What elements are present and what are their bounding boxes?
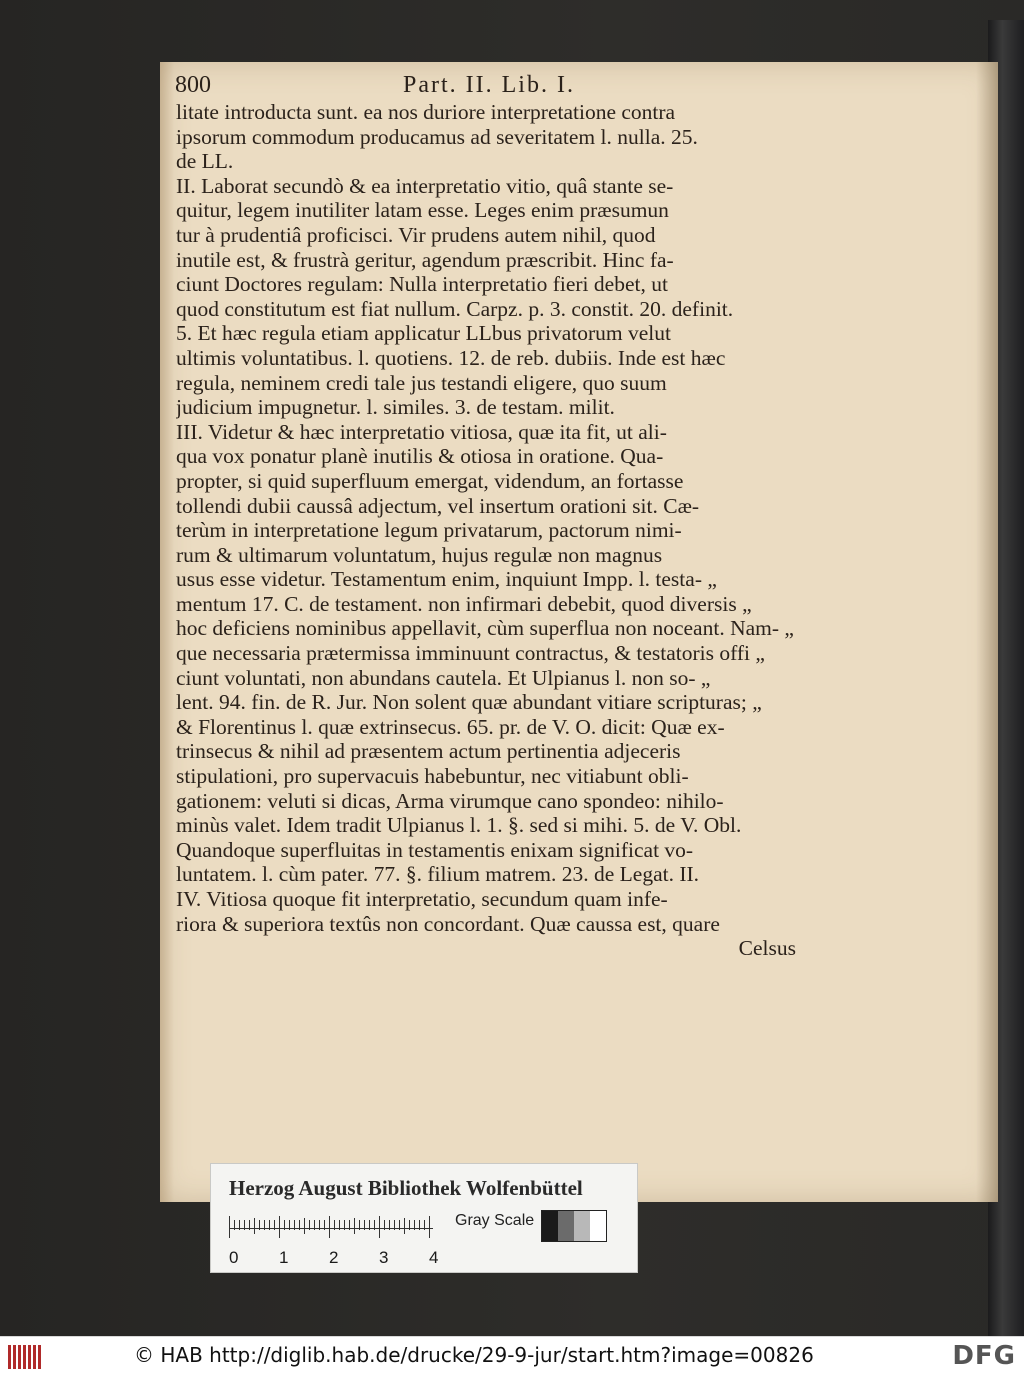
- ruler-tick: [394, 1220, 395, 1230]
- hab-logo-icon: [8, 1345, 44, 1369]
- ruler-tick: [329, 1216, 330, 1238]
- ruler-tick: [289, 1220, 290, 1230]
- running-head: Part. II. Lib. I.: [403, 72, 575, 98]
- ruler-tick: [249, 1220, 250, 1230]
- ruler-tick: [374, 1220, 375, 1230]
- text-line: qua vox ponatur planè inutilis & otiosa in oratione. Qua-: [176, 444, 664, 469]
- text-line: usus esse videtur. Testamentum enim, inquiunt Impp. l. testa- „: [176, 567, 717, 592]
- text-line: terùm in interpretatione legum privatarum, pactorum nimi-: [176, 518, 682, 543]
- text-line: ciunt Doctores regulam: Nulla interpretatio fieri debet, ut: [176, 272, 668, 297]
- text-line: hoc deficiens nominibus appellavit, cùm superflua non noceant. Nam- „: [176, 616, 794, 641]
- ruler-tick: [379, 1216, 380, 1238]
- copyright-url[interactable]: © HAB http://diglib.hab.de/drucke/29-9-jur/start.htm?image=00826: [134, 1343, 814, 1367]
- catchword: Celsus: [738, 936, 796, 961]
- ruler-tick: [414, 1220, 415, 1230]
- ruler-tick: [284, 1220, 285, 1230]
- ruler-tick: [409, 1220, 410, 1230]
- ruler-tick: [344, 1220, 345, 1230]
- ruler-tick: [274, 1220, 275, 1230]
- text-line: Quandoque superfluitas in testamentis enixam significat vo-: [176, 837, 694, 862]
- ruler-number: 3: [379, 1248, 389, 1267]
- page-header: [175, 72, 815, 100]
- text-line: minùs valet. Idem tradit Ulpianus l. 1. §. sed si mihi. 5. de V. Obl.: [176, 813, 742, 838]
- ruler-tick: [244, 1220, 245, 1230]
- text-line: tur à prudentiâ proficisci. Vir prudens autem nihil, quod: [176, 222, 656, 247]
- text-line: gationem: veluti si dicas, Arma virumque cano spondeo: nihilo-: [176, 788, 724, 813]
- text-line: ultimis voluntatibus. l. quotiens. 12. de reb. dubiis. Inde est hæc: [176, 345, 726, 370]
- ruler-tick: [239, 1220, 240, 1230]
- gray-swatch: [590, 1211, 606, 1241]
- ruler-tick: [364, 1220, 365, 1230]
- ruler-number: 1: [279, 1248, 289, 1267]
- ruler-tick: [339, 1220, 340, 1230]
- ruler-tick: [264, 1220, 265, 1230]
- text-line: IV. Vitiosa quoque fit interpretatio, secundum quam infe-: [176, 887, 668, 911]
- ruler-tick: [259, 1220, 260, 1230]
- ruler-tick: [279, 1216, 280, 1238]
- text-line: riora & superiora textûs non concordant. Quæ caussa est, quare: [176, 911, 720, 936]
- ruler-tick: [309, 1220, 310, 1230]
- ruler-tick: [359, 1220, 360, 1230]
- ruler-tick: [399, 1220, 400, 1230]
- text-line: rum & ultimarum voluntatum, hujus regulæ non magnus: [176, 542, 663, 567]
- text-line: quitur, legem inutiliter latam esse. Leges enim præsumun: [176, 198, 669, 223]
- ruler-tick: [389, 1220, 390, 1230]
- text-line: inutile est, & frustrà geritur, agendum præscribit. Hinc fa-: [176, 247, 674, 272]
- ruler-tick: [334, 1220, 335, 1230]
- ruler-tick: [254, 1218, 255, 1234]
- library-name: Herzog August Bibliothek Wolfenbüttel: [229, 1176, 583, 1200]
- ruler-number: 0: [229, 1248, 239, 1267]
- ruler-tick: [354, 1218, 355, 1234]
- text-line: tollendi dubii caussâ adjectum, vel insertum orationi sit. Cæ-: [176, 493, 700, 518]
- text-line: 5. Et hæc regula etiam applicatur LLbus privatorum velut: [176, 321, 671, 346]
- gray-swatch: [558, 1211, 574, 1241]
- text-line: luntatem. l. cùm pater. 77. §. filium matrem. 23. de Legat. II.: [176, 862, 700, 887]
- gray-swatch: [574, 1211, 590, 1241]
- text-line: ipsorum commodum producamus ad severitatem l. nulla. 25.: [176, 124, 698, 149]
- ruler-tick: [404, 1218, 405, 1234]
- ruler-tick: [424, 1220, 425, 1230]
- text-line: regula, neminem credi tale jus testandi eligere, quo suum: [176, 370, 667, 395]
- ruler-tick: [384, 1220, 385, 1230]
- ruler-tick: [294, 1220, 295, 1230]
- text-line: & Florentinus l. quæ extrinsecus. 65. pr. de V. O. dicit: Quæ ex-: [176, 714, 725, 739]
- gray-scale-label: Gray Scale: [455, 1212, 535, 1229]
- ruler-number: 4: [429, 1248, 439, 1267]
- text-line: de LL.: [176, 149, 234, 174]
- text-line: quod constitutum est fiat nullum. Carpz. p. 3. constit. 20. definit.: [176, 296, 734, 321]
- text-line: propter, si quid superfluum emergat, videndum, an fortasse: [176, 468, 684, 493]
- ruler-tick: [229, 1216, 230, 1238]
- ruler-tick: [314, 1220, 315, 1230]
- ruler-tick: [324, 1220, 325, 1230]
- ruler: [229, 1214, 449, 1267]
- dfg-logo: DFG: [952, 1341, 1016, 1371]
- ruler-tick: [234, 1220, 235, 1230]
- ruler-tick: [429, 1216, 430, 1238]
- text-line: judicium impugnetur. l. similes. 3. de testam. milit.: [176, 395, 615, 420]
- page-text: [176, 100, 796, 961]
- footer-bar: [0, 1336, 1024, 1377]
- color-reference-card: [210, 1163, 638, 1273]
- ruler-number: 2: [329, 1248, 339, 1267]
- ruler-tick: [349, 1220, 350, 1230]
- text-line: trinsecus & nihil ad præsentem actum pertinentia adjeceris: [176, 739, 681, 764]
- ruler-tick: [319, 1220, 320, 1230]
- text-line: III. Videtur & hæc interpretatio vitiosa, quæ ita fit, ut ali-: [176, 419, 667, 444]
- text-line: ciunt voluntati, non abundans cautela. Et Ulpianus l. non so- „: [176, 665, 711, 690]
- ruler-tick: [304, 1218, 305, 1234]
- text-line: II. Laborat secundò & ea interpretatio vitio, quâ stante se-: [176, 173, 674, 198]
- text-line: litate introducta sunt. ea nos duriore interpretatione contra: [176, 100, 676, 124]
- text-line: mentum 17. C. de testament. non infirmari debebit, quod diversis „: [176, 591, 752, 616]
- ruler-tick: [299, 1220, 300, 1230]
- text-line: que necessaria prætermissa imminuunt contractus, & testatoris offi „: [176, 641, 765, 666]
- gray-scale-swatches: [541, 1210, 607, 1242]
- text-line: stipulationi, pro supervacuis habebuntur, nec vitiabunt obli-: [176, 764, 689, 789]
- ruler-tick: [369, 1220, 370, 1230]
- text-line: lent. 94. fin. de R. Jur. Non solent quæ abundant vitiare scripturas; „: [176, 690, 762, 715]
- gray-swatch: [542, 1211, 558, 1241]
- ruler-tick: [269, 1220, 270, 1230]
- ruler-tick: [419, 1220, 420, 1230]
- page-number: 800: [175, 72, 211, 98]
